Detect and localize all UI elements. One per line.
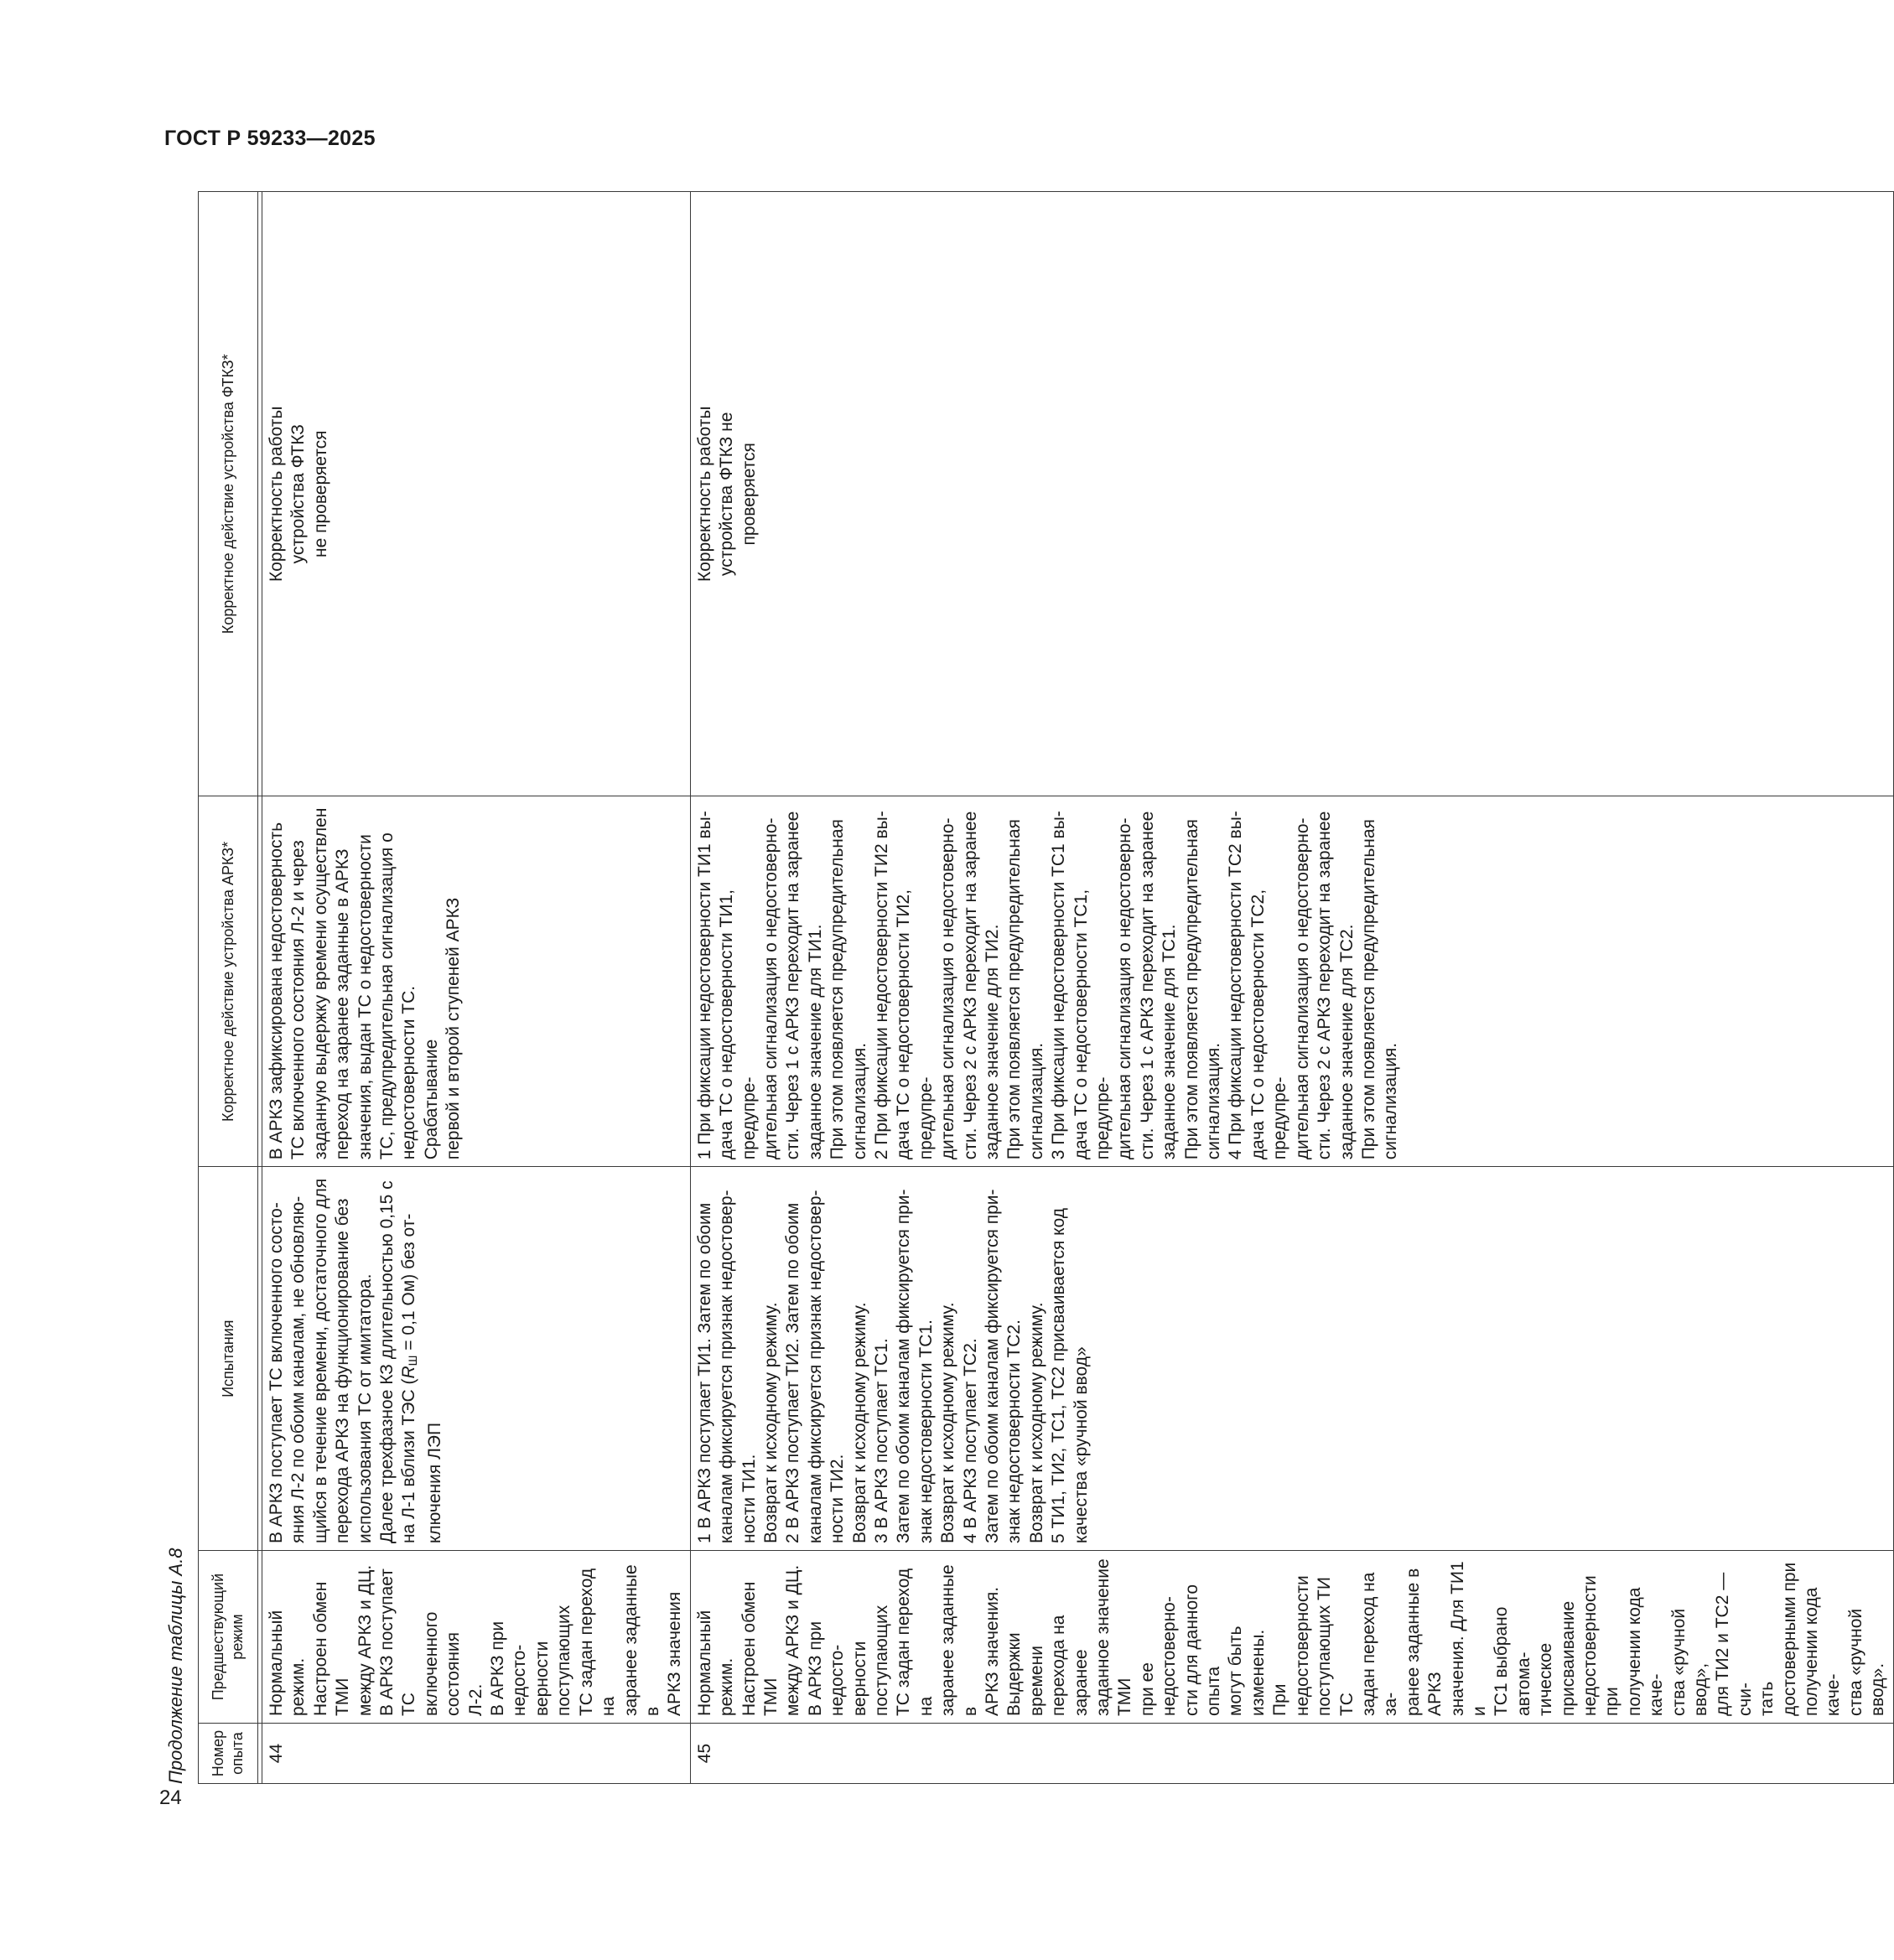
cell-line: заданное значение для ТИ2. bbox=[983, 924, 1002, 1160]
col-header-arkz: Корректное действие устройства АРКЗ* bbox=[199, 796, 258, 1167]
cell-line: Нормальный режим. bbox=[267, 1610, 309, 1717]
cell-line: В АРКЗ при недосто- bbox=[488, 1620, 530, 1717]
cell-line: задан переход на за- bbox=[1358, 1572, 1401, 1717]
cell-line: яния Л-2 по обоим каналам, не обновляю- bbox=[288, 1195, 309, 1544]
cell-line: Далее трехфазное КЗ длительностью 0,15 с bbox=[377, 1180, 397, 1544]
cell-line: знак недостоверности ТС2. bbox=[1004, 1320, 1025, 1544]
cell-line: тическое присваивание bbox=[1536, 1600, 1578, 1717]
formula-symbol: R bbox=[399, 1366, 419, 1379]
cell-line: При этом появляется предупредительная bbox=[1004, 819, 1025, 1160]
cell-line: устройства ФТКЗ не bbox=[717, 412, 737, 576]
col-header-ftkz: Корректное действие устройства ФТКЗ* bbox=[199, 192, 258, 797]
cell-line: Корректность работы bbox=[694, 406, 714, 582]
cell-line: 1 При фиксации недостоверности ТИ1 вы- bbox=[694, 811, 714, 1160]
formula-prefix: на Л-1 вблизи ТЭС ( bbox=[399, 1378, 419, 1544]
cell-line: 3 При фиксации недостоверности ТС1 вы- bbox=[1049, 811, 1069, 1160]
cell-line: 3 В АРКЗ поступает ТС1. bbox=[871, 1338, 891, 1544]
cell-line: В АРКЗ поступает ТС включенного состо- bbox=[267, 1202, 286, 1544]
page-number: 24 bbox=[159, 1786, 182, 1809]
cell-line: 1 В АРКЗ поступает ТИ1. Затем по обоим bbox=[694, 1202, 714, 1544]
cell-line: знак недостоверности ТС1. bbox=[916, 1320, 936, 1544]
cell-line: верности поступающих bbox=[532, 1605, 574, 1717]
cell-line: ства «ручной ввод», bbox=[1668, 1608, 1710, 1717]
ftkz-cell bbox=[690, 192, 1893, 797]
row-number: 44 bbox=[262, 1724, 691, 1784]
cell-line: сти. Через 1 с АРКЗ переходит на заранее bbox=[1137, 811, 1157, 1160]
cell-line: АРКЗ значения. bbox=[983, 1586, 1002, 1717]
cell-line: дительная сигнализация о недостоверно- bbox=[760, 817, 781, 1160]
cell-line: сти. Через 1 с АРКЗ переходит на заранее bbox=[783, 811, 803, 1160]
cell-line: первой и второй ступеней АРКЗ bbox=[444, 897, 464, 1160]
cell-line: Возврат к исходному режиму. bbox=[938, 1302, 958, 1544]
cell-line: Затем по обоим каналам фиксируется при- bbox=[894, 1189, 914, 1544]
col-header-prev-mode: Предшествующий режим bbox=[199, 1551, 258, 1724]
col-header-num: Номер опыта bbox=[199, 1724, 258, 1784]
cell-line: получении кода каче- bbox=[1624, 1587, 1667, 1717]
cell-line: не проверяется bbox=[310, 430, 330, 557]
cell-line: получении кода каче- bbox=[1802, 1587, 1844, 1717]
cell-line: недостоверности при bbox=[1580, 1575, 1622, 1717]
cell-line: Корректность работы bbox=[267, 406, 286, 582]
cell-line: сигнализация. bbox=[849, 1042, 869, 1160]
cell-line: качества «ручной ввод» bbox=[1071, 1346, 1091, 1544]
cell-line: заданное значение ТМИ bbox=[1093, 1558, 1135, 1717]
cell-line: Затем по обоим каналам фиксируется при- bbox=[983, 1189, 1002, 1544]
cell-line: для ТИ2 и ТС2 — счи- bbox=[1713, 1572, 1755, 1717]
formula-suffix: = 0,1 Ом) без от- bbox=[399, 1213, 419, 1356]
cell-line: недостоверности ТС. bbox=[399, 985, 419, 1160]
cell-line: 2 При фиксации недостоверности ТИ2 вы- bbox=[871, 811, 891, 1160]
cell-line: 4 При фиксации недостоверности ТС2 вы- bbox=[1226, 811, 1246, 1160]
cell-line: В АРКЗ зафиксирована недостоверность bbox=[267, 822, 286, 1160]
cell-line: Настроен обмен ТМИ bbox=[310, 1581, 353, 1717]
cell-line: значения, выдан ТС о недостоверности bbox=[355, 834, 375, 1160]
rotated-table-area bbox=[159, 191, 1888, 1784]
cell-line: каналам фиксируется признак недостовер- bbox=[805, 1190, 825, 1544]
cell-line: проверяется bbox=[739, 443, 759, 546]
cell-line: ТС включенного состояния Л-2 и через bbox=[288, 840, 309, 1160]
cell-line: ства «ручной ввод». bbox=[1845, 1608, 1888, 1717]
cell-line: В АРКЗ при недосто- bbox=[805, 1620, 848, 1717]
cell-line: Срабатывание bbox=[421, 1039, 441, 1160]
cell-line: щийся в течение времени, достаточного для bbox=[310, 1178, 330, 1544]
ftkz-cell bbox=[262, 192, 691, 797]
cell-line: В АРКЗ поступает ТС bbox=[377, 1569, 419, 1717]
cell-line: заданное значение для ТС1. bbox=[1160, 924, 1180, 1160]
formula-subscript: Ш bbox=[406, 1355, 420, 1366]
cell-line: Л-2. bbox=[465, 1683, 485, 1717]
cell-line: ТС, предупредительная сигнализация о bbox=[377, 832, 397, 1160]
cell-line: Возврат к исходному режиму. bbox=[1026, 1302, 1046, 1544]
cell-line: ранее заданные в АРКЗ bbox=[1403, 1568, 1445, 1717]
cell-line: 4 В АРКЗ поступает ТС2. bbox=[960, 1338, 980, 1544]
test-table bbox=[198, 191, 1894, 1784]
cell-line: АРКЗ значения bbox=[665, 1591, 685, 1717]
cell-line: дительная сигнализация о недостоверно- bbox=[1292, 817, 1312, 1160]
row-number: 45 bbox=[690, 1724, 1893, 1784]
cell-line: сигнализация. bbox=[1026, 1042, 1046, 1160]
cell-line: заданное значение для ТС2. bbox=[1336, 924, 1357, 1160]
tests-cell bbox=[690, 1167, 1893, 1551]
cell-line: Возврат к исходному режиму. bbox=[760, 1302, 781, 1544]
cell-line: сти. Через 2 с АРКЗ переходит на заранее bbox=[1315, 811, 1335, 1160]
cell-line: При недостоверности bbox=[1270, 1575, 1312, 1717]
table-caption: Продолжение таблицы А.8 bbox=[165, 1548, 186, 1784]
cell-line: ности ТИ1. bbox=[739, 1454, 759, 1544]
arkz-cell bbox=[262, 796, 691, 1167]
document-id: ГОСТ Р 59233—2025 bbox=[164, 127, 376, 150]
cell-line: устройства ФТКЗ bbox=[288, 424, 309, 564]
cell-line: При этом появляется предупредительная bbox=[828, 819, 848, 1160]
cell-line: использования ТС от имитатора. bbox=[355, 1273, 375, 1544]
cell-line: перехода АРКЗ на функционирование без bbox=[333, 1198, 353, 1544]
table-header-row bbox=[199, 192, 258, 1784]
cell-line: дача ТС о недостоверности ТС2, предупре- bbox=[1248, 889, 1290, 1160]
cell-line: ТС задан переход на bbox=[894, 1568, 936, 1717]
table-row bbox=[262, 192, 691, 1784]
arkz-cell bbox=[690, 796, 1893, 1167]
cell-line: тать достоверными при bbox=[1757, 1562, 1799, 1717]
prev-mode-cell bbox=[690, 1551, 1893, 1724]
cell-line: поступающих ТИ ТС bbox=[1315, 1577, 1357, 1717]
cell-line: ТС1 выбрано автома- bbox=[1492, 1606, 1533, 1717]
cell-line: Настроен обмен ТМИ bbox=[739, 1581, 781, 1717]
cell-line: дача ТС о недостоверности ТИ1, предупре- bbox=[717, 889, 759, 1160]
formula-line bbox=[398, 1174, 423, 1543]
cell-line: При этом появляется предупредительная bbox=[1358, 819, 1378, 1160]
cell-line: дительная сигнализация о недостоверно- bbox=[1115, 817, 1135, 1160]
cell-line: сти для данного опыта bbox=[1181, 1584, 1224, 1717]
cell-line: Нормальный режим. bbox=[694, 1610, 737, 1717]
table-row bbox=[690, 192, 1893, 1784]
cell-line: ности ТИ2. bbox=[828, 1454, 848, 1544]
cell-line: заранее заданные в bbox=[620, 1564, 662, 1717]
cell-line: переход на заранее заданные в АРКЗ bbox=[333, 848, 353, 1160]
cell-line: дительная сигнализация о недостоверно- bbox=[938, 817, 958, 1160]
col-header-tests: Испытания bbox=[199, 1167, 258, 1551]
cell-line: ТС задан переход на bbox=[576, 1568, 619, 1717]
cell-line: дача ТС о недостоверности ТС1, предупре- bbox=[1071, 889, 1113, 1160]
cell-line: могут быть изменены. bbox=[1226, 1626, 1268, 1717]
cell-line: между АРКЗ и ДЦ. bbox=[783, 1564, 803, 1717]
cell-line: верности поступающих bbox=[849, 1605, 891, 1717]
cell-line: сигнализация. bbox=[1381, 1042, 1401, 1160]
cell-line: При этом появляется предупредительная bbox=[1181, 819, 1201, 1160]
cell-line: сти. Через 2 с АРКЗ переходит на заранее bbox=[960, 811, 980, 1160]
cell-line: ключения ЛЭП bbox=[424, 1422, 444, 1544]
cell-line: между АРКЗ и ДЦ. bbox=[355, 1564, 375, 1717]
cell-line: заданное значение для ТИ1. bbox=[805, 924, 825, 1160]
cell-line: 2 В АРКЗ поступает ТИ2. Затем по обоим bbox=[783, 1202, 803, 1544]
cell-line: заранее заданные в bbox=[938, 1564, 980, 1717]
cell-line: при ее недостоверно- bbox=[1137, 1596, 1180, 1717]
cell-line: каналам фиксируется признак недостовер- bbox=[717, 1190, 737, 1544]
cell-line: 5 ТИ1, ТИ2, ТС1, ТС2 присваивается код bbox=[1049, 1207, 1069, 1544]
cell-line: включенного состояния bbox=[421, 1611, 464, 1717]
cell-line: значения. Для ТИ1 и bbox=[1447, 1561, 1489, 1717]
cell-line: перехода на заранее bbox=[1049, 1615, 1091, 1717]
cell-line: Выдержки времени bbox=[1004, 1632, 1046, 1717]
cell-line: заданную выдержку времени осуществлен bbox=[310, 807, 330, 1160]
tests-cell bbox=[262, 1167, 691, 1551]
prev-mode-cell bbox=[262, 1551, 691, 1724]
cell-line: Возврат к исходному режиму. bbox=[849, 1302, 869, 1544]
cell-line: сигнализация. bbox=[1204, 1042, 1224, 1160]
cell-line: дача ТС о недостоверности ТИ2, предупре- bbox=[894, 889, 936, 1160]
